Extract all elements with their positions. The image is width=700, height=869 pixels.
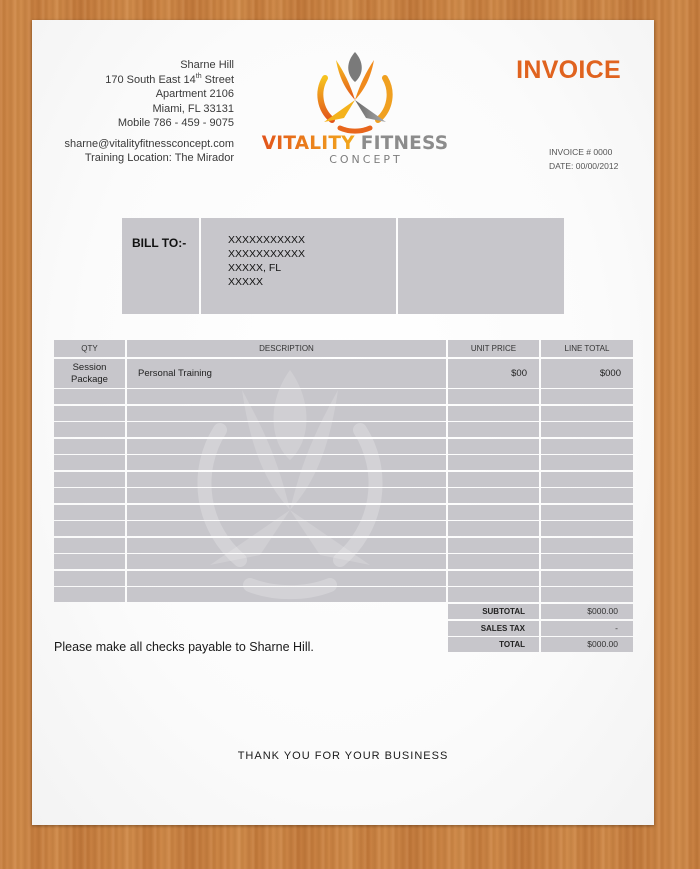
bill-to-label: BILL TO:- bbox=[132, 236, 187, 250]
table-row bbox=[54, 571, 634, 586]
empty-qty-cell bbox=[54, 455, 125, 470]
empty-description-cell bbox=[127, 439, 446, 454]
item-line-total: $000 bbox=[541, 359, 633, 388]
bill-to-line: XXXXXXXXXXX bbox=[228, 234, 306, 246]
invoice-paper bbox=[32, 20, 654, 825]
bill-to-label-cell bbox=[122, 218, 199, 314]
empty-qty-cell bbox=[54, 538, 125, 553]
table-row bbox=[54, 538, 634, 553]
empty-qty-cell bbox=[54, 521, 125, 536]
header-line-total: LINE TOTAL bbox=[541, 340, 633, 357]
street-ordinal: th bbox=[195, 72, 202, 80]
total-row bbox=[448, 637, 633, 652]
table-row bbox=[54, 439, 634, 454]
bill-to-box bbox=[122, 218, 564, 314]
empty-description-cell bbox=[127, 571, 446, 586]
empty-qty-cell bbox=[54, 554, 125, 569]
total-value: $000.00 bbox=[541, 637, 633, 652]
empty-line-total-cell bbox=[541, 538, 633, 553]
table-row bbox=[54, 455, 634, 470]
total-label: TOTAL bbox=[448, 637, 539, 652]
bill-to-extra-cell bbox=[398, 218, 564, 314]
bill-to-line: XXXXXXXXXXX bbox=[228, 248, 306, 260]
empty-description-cell bbox=[127, 587, 446, 602]
svg-text:VITALITYFITNESS bbox=[262, 133, 448, 154]
table-row bbox=[54, 472, 634, 487]
item-qty bbox=[54, 359, 125, 388]
bill-to-line: XXXXX bbox=[228, 276, 264, 288]
empty-line-total-cell bbox=[541, 455, 633, 470]
header-description: DESCRIPTION bbox=[127, 340, 446, 357]
table-row bbox=[54, 505, 634, 520]
brand-name-vitality: VITALITY bbox=[261, 133, 355, 154]
empty-qty-cell bbox=[54, 422, 125, 437]
bill-to-address-cell bbox=[201, 218, 396, 314]
empty-description-cell bbox=[127, 554, 446, 569]
empty-line-total-cell bbox=[541, 554, 633, 569]
empty-line-total-cell bbox=[541, 521, 633, 536]
empty-unit-price-cell bbox=[448, 538, 539, 553]
sender-city: Miami, FL 33131 bbox=[152, 102, 234, 115]
empty-line-total-cell bbox=[541, 389, 633, 404]
empty-qty-cell bbox=[54, 505, 125, 520]
empty-line-total-cell bbox=[541, 587, 633, 602]
empty-line-total-cell bbox=[541, 406, 633, 421]
empty-unit-price-cell bbox=[448, 439, 539, 454]
sender-name: Sharne Hill bbox=[180, 59, 234, 71]
empty-unit-price-cell bbox=[448, 422, 539, 437]
table-row bbox=[54, 389, 634, 404]
sender-apartment: Apartment 2106 bbox=[155, 88, 234, 100]
empty-unit-price-cell bbox=[448, 505, 539, 520]
street-name: Street bbox=[201, 73, 234, 86]
sales-tax-label: SALES TAX bbox=[448, 621, 539, 636]
header-unit-price: UNIT PRICE bbox=[448, 340, 539, 357]
empty-qty-cell bbox=[54, 389, 125, 404]
empty-line-total-cell bbox=[541, 488, 633, 503]
sales-tax-row bbox=[448, 621, 633, 636]
table-header-row bbox=[54, 340, 634, 357]
empty-unit-price-cell bbox=[448, 455, 539, 470]
empty-unit-price-cell bbox=[448, 488, 539, 503]
empty-qty-cell bbox=[54, 587, 125, 602]
empty-description-cell bbox=[127, 472, 446, 487]
empty-qty-cell bbox=[54, 472, 125, 487]
table-row bbox=[54, 521, 634, 536]
brand-tagline: CONCEPT bbox=[329, 153, 403, 166]
sender-info bbox=[64, 58, 234, 166]
empty-description-cell bbox=[127, 488, 446, 503]
thank-you-message: THANK YOU FOR YOUR BUSINESS bbox=[237, 750, 449, 762]
empty-line-total-cell bbox=[541, 472, 633, 487]
empty-qty-cell bbox=[54, 488, 125, 503]
empty-unit-price-cell bbox=[448, 554, 539, 569]
vitality-fitness-logo bbox=[250, 48, 460, 166]
empty-description-cell bbox=[127, 389, 446, 404]
invoice-date: DATE: 00/00/2012 bbox=[549, 161, 619, 171]
training-location: Training Location: The Mirador bbox=[84, 152, 234, 164]
empty-unit-price-cell bbox=[448, 406, 539, 421]
table-row bbox=[54, 422, 634, 437]
empty-line-total-cell bbox=[541, 571, 633, 586]
line-items-table bbox=[54, 340, 634, 604]
item-qty-line2: Package bbox=[71, 373, 108, 385]
sales-tax-value: - bbox=[541, 621, 633, 636]
empty-qty-cell bbox=[54, 406, 125, 421]
empty-description-cell bbox=[127, 505, 446, 520]
subtotal-label: SUBTOTAL bbox=[448, 604, 539, 619]
empty-qty-cell bbox=[54, 571, 125, 586]
table-row bbox=[54, 554, 634, 569]
empty-description-cell bbox=[127, 455, 446, 470]
empty-line-total-cell bbox=[541, 505, 633, 520]
empty-line-total-cell bbox=[541, 422, 633, 437]
empty-unit-price-cell bbox=[448, 521, 539, 536]
item-description: Personal Training bbox=[127, 359, 446, 388]
table-row bbox=[54, 359, 634, 388]
table-row bbox=[54, 488, 634, 503]
empty-qty-cell bbox=[54, 439, 125, 454]
invoice-meta bbox=[549, 145, 618, 173]
street-number: 170 South East 14 bbox=[105, 73, 196, 86]
empty-description-cell bbox=[127, 422, 446, 437]
totals-block bbox=[448, 604, 633, 654]
sender-mobile: Mobile 786 - 459 - 9075 bbox=[117, 117, 234, 129]
subtotal-value: $000.00 bbox=[541, 604, 633, 619]
empty-description-cell bbox=[127, 521, 446, 536]
header-qty: QTY bbox=[54, 340, 125, 357]
empty-unit-price-cell bbox=[448, 472, 539, 487]
bill-to-line: XXXXX, FL bbox=[228, 262, 282, 274]
empty-unit-price-cell bbox=[448, 571, 539, 586]
item-qty-line1: Session bbox=[72, 361, 107, 373]
empty-description-cell bbox=[127, 538, 446, 553]
invoice-number: INVOICE # 0000 bbox=[549, 147, 613, 157]
sender-email: sharne@vitalityfitnessconcept.com bbox=[64, 137, 234, 150]
empty-unit-price-cell bbox=[448, 587, 539, 602]
subtotal-row bbox=[448, 604, 633, 619]
invoice-title: INVOICE bbox=[516, 56, 621, 84]
empty-line-total-cell bbox=[541, 439, 633, 454]
table-row bbox=[54, 587, 634, 602]
sender-street bbox=[64, 73, 234, 88]
table-row bbox=[54, 406, 634, 421]
item-unit-price: $00 bbox=[448, 359, 539, 388]
checks-payable-note: Please make all checks payable to Sharne Hill. bbox=[54, 640, 314, 654]
empty-description-cell bbox=[127, 406, 446, 421]
empty-unit-price-cell bbox=[448, 389, 539, 404]
brand-name-fitness: FITNESS bbox=[360, 133, 449, 154]
